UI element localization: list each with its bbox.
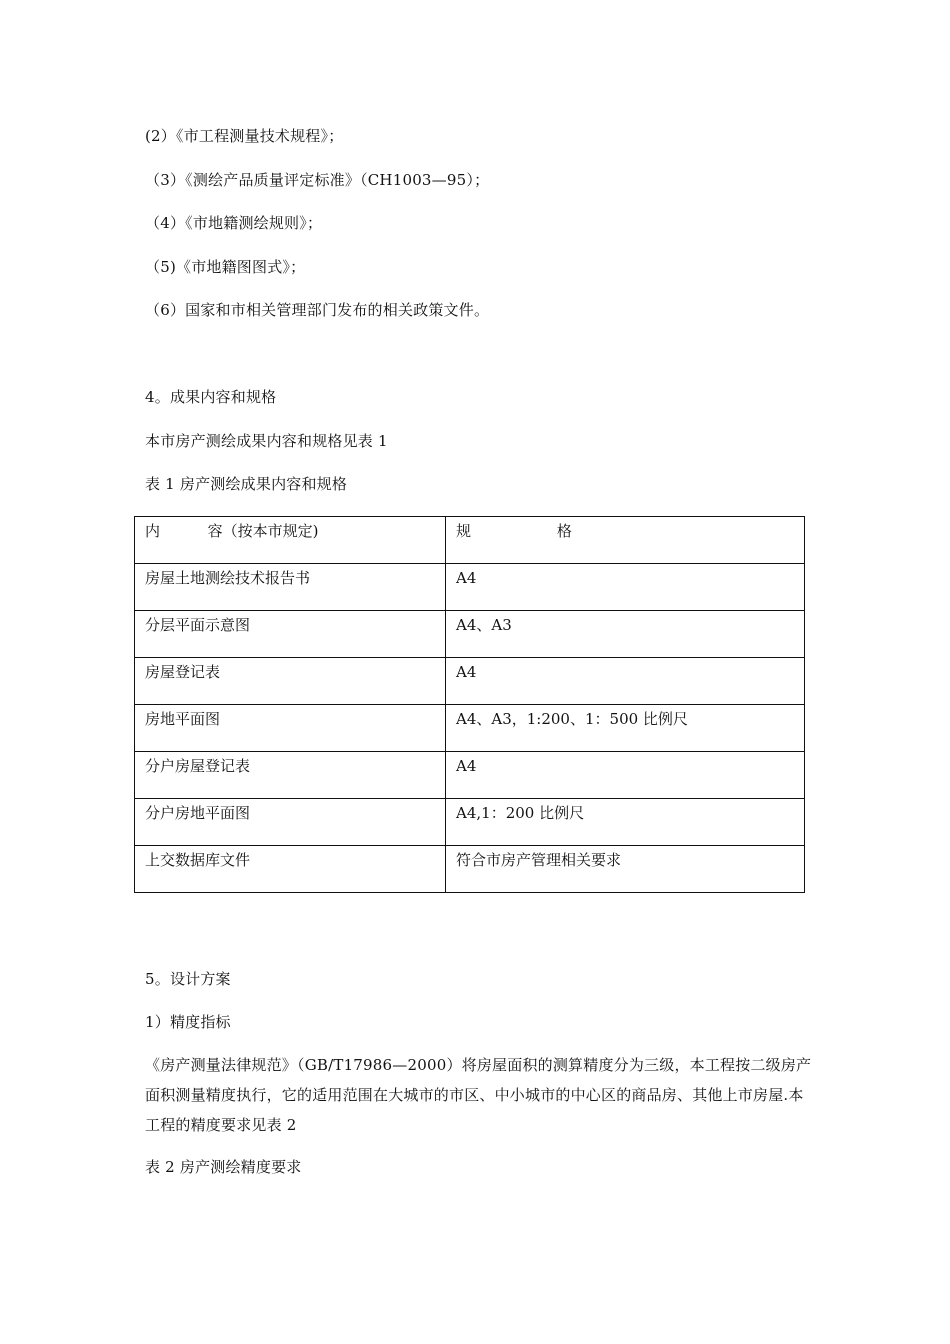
section-4-heading: 4。成果内容和规格 xyxy=(145,388,277,406)
table-row xyxy=(135,799,805,846)
reference-item-2: (2）《市工程测量技术规程》； xyxy=(145,127,344,145)
section-5-paragraph: 《房产测量法律规范》（GB/T17986—2000）将房屋面积的测算精度分为三级，本工程按二级房产面积测量精度执行，它的适用范围在大城市的市区、中小城市的中心区的商品房、其他上市房屋.本工程的精度要求见表 2 xyxy=(145,1056,812,1134)
table-row xyxy=(135,611,805,658)
table-cell-content: 房屋登记表 xyxy=(135,658,446,705)
table-header-row xyxy=(135,517,805,564)
section-5-heading: 5。设计方案 xyxy=(145,970,231,988)
reference-item-4: （4）《市地籍测绘规则》； xyxy=(145,214,323,232)
table-header-content: 内 容（按本市规定) xyxy=(135,517,446,564)
table-cell-spec: A4、A3 xyxy=(446,611,805,658)
table-1-deliverables xyxy=(134,516,805,893)
table-row xyxy=(135,564,805,611)
table-2-caption: 表 2 房产测绘精度要求 xyxy=(145,1158,302,1176)
table-cell-spec: A4,1：200 比例尺 xyxy=(446,799,805,846)
section-5-subheading: 1）精度指标 xyxy=(145,1013,231,1031)
table-cell-content: 分层平面示意图 xyxy=(135,611,446,658)
table-cell-spec: A4、A3，1:200、1：500 比例尺 xyxy=(446,705,805,752)
table-cell-content: 房屋土地测绘技术报告书 xyxy=(135,564,446,611)
table-1-caption: 表 1 房产测绘成果内容和规格 xyxy=(145,475,348,493)
table-cell-content: 上交数据库文件 xyxy=(135,846,446,893)
table-cell-spec: A4 xyxy=(446,752,805,799)
table-cell-spec: 符合市房产管理相关要求 xyxy=(446,846,805,893)
table-cell-content: 分户房地平面图 xyxy=(135,799,446,846)
table-cell-spec: A4 xyxy=(446,564,805,611)
section-4-intro: 本市房产测绘成果内容和规格见表 1 xyxy=(145,432,388,450)
table-cell-content: 分户房屋登记表 xyxy=(135,752,446,799)
table-row xyxy=(135,658,805,705)
table-row xyxy=(135,846,805,893)
table-header-spec: 规 格 xyxy=(446,517,805,564)
reference-item-6: （6）国家和市相关管理部门发布的相关政策文件。 xyxy=(145,301,490,319)
reference-item-5: （5)《市地籍图图式》； xyxy=(145,258,306,276)
reference-item-3: （3）《测绘产品质量评定标准》（CH1003—95）； xyxy=(145,171,490,189)
table-row xyxy=(135,705,805,752)
table-cell-spec: A4 xyxy=(446,658,805,705)
table-cell-content: 房地平面图 xyxy=(135,705,446,752)
table-row xyxy=(135,752,805,799)
